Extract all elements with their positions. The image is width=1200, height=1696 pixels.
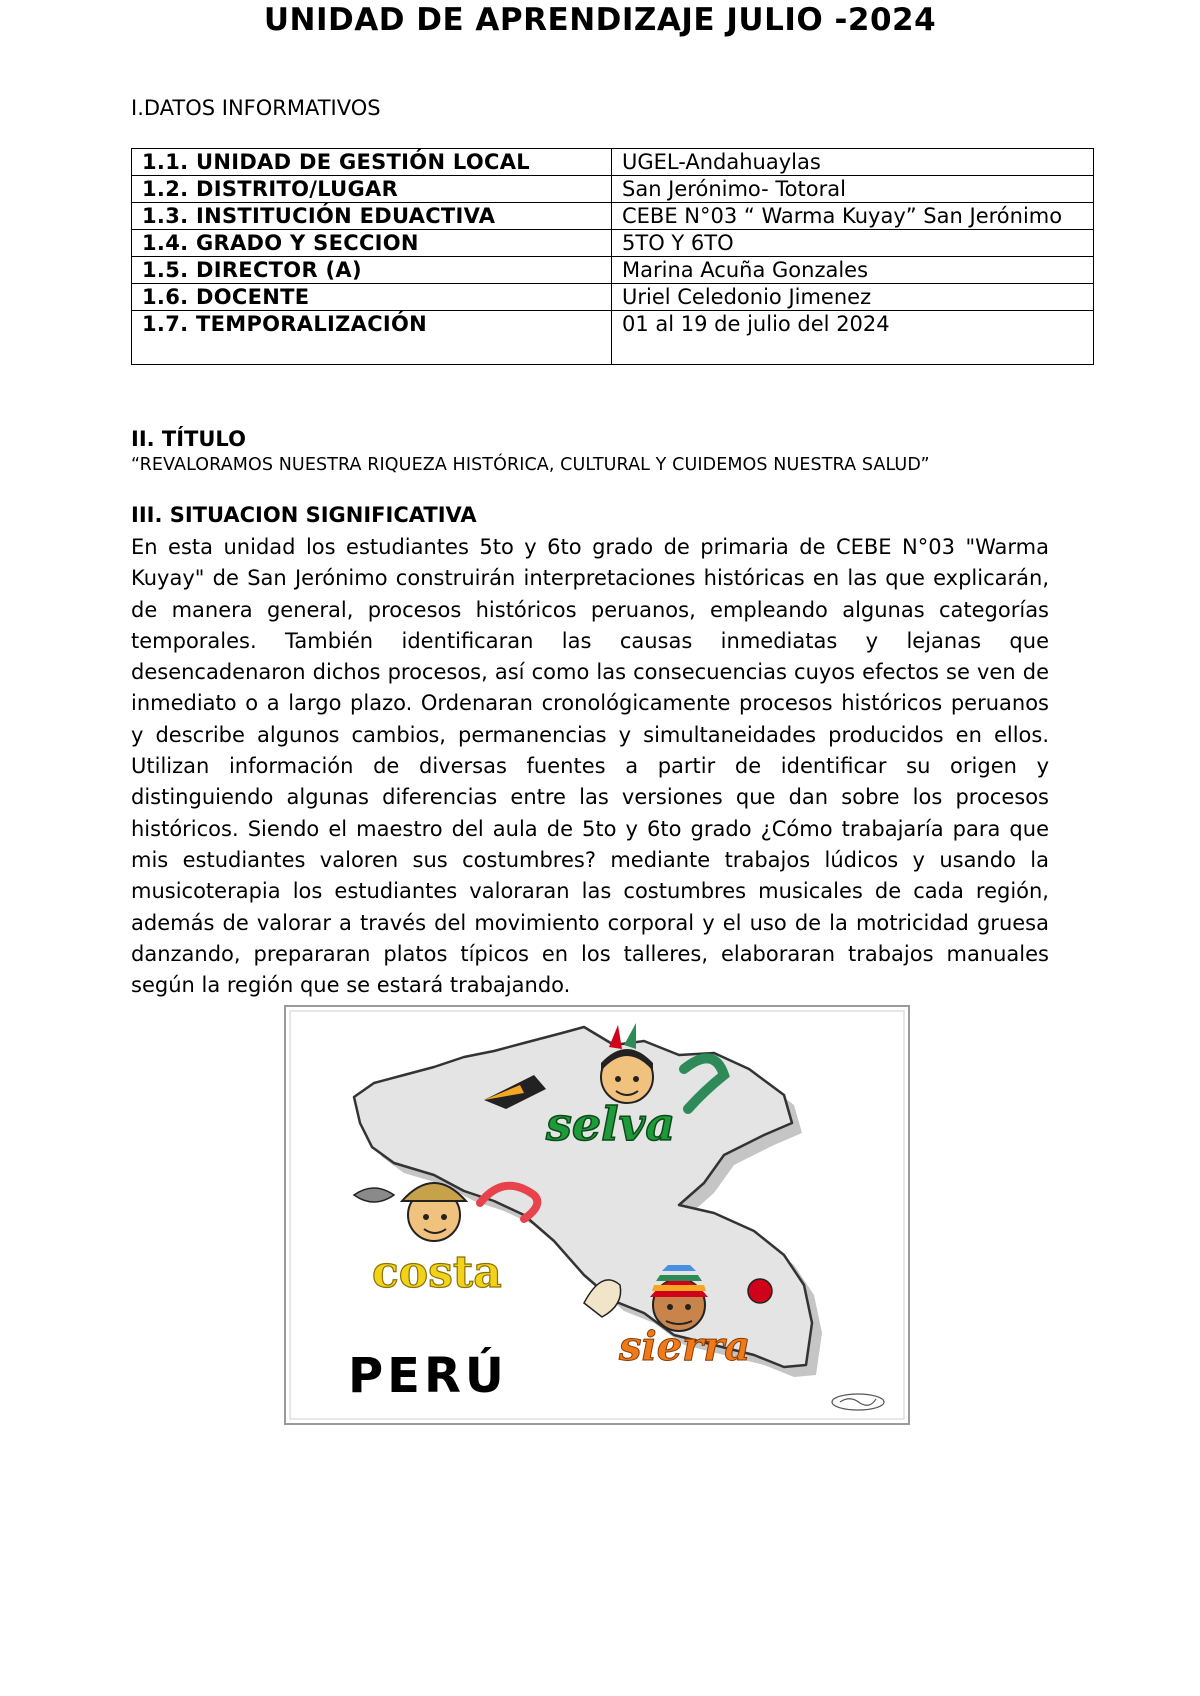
- table-row: [132, 284, 1094, 311]
- peru-regions-illustration: [284, 1005, 910, 1425]
- section-situacion-heading: III. SITUACION SIGNIFICATIVA: [131, 503, 477, 527]
- datos-value: CEBE N°03 “ Warma Kuyay” San Jerónimo: [612, 203, 1094, 230]
- datos-label: 1.3. INSTITUCIÓN EDUACTIVA: [132, 203, 612, 230]
- datos-value: UGEL-Andahuaylas: [612, 149, 1094, 176]
- table-row: [132, 149, 1094, 176]
- table-row: [132, 311, 1094, 365]
- label-costa: costa: [372, 1247, 502, 1298]
- datos-label: 1.7. TEMPORALIZACIÓN: [132, 311, 612, 365]
- datos-table: [131, 148, 1094, 365]
- table-row: [132, 176, 1094, 203]
- label-selva: selva: [546, 1097, 676, 1151]
- situation-paragraph: En esta unidad los estudiantes 5to y 6to grado de primaria de CEBE N°03 "Warma Kuyay" de San Jerónimo construirán interpretaciones históricas en las que explicarán, de manera general, procesos históricos peruanos, empleando algunas categorías temporales. También identificaran las causas inmediatas y lejanas que desencadenaron dichos procesos, así como las consecuencias cuyos efectos se ven de inmediato o a largo plazo. Ordenaran cronológicamente procesos históricos peruanos y describe algunos cambios, permanencias y simultaneidades producidos en ellos. Utilizan información de diversas fuentes a partir de identificar su origen y distinguiendo algunas diferencias entre las versiones que dan sobre los procesos históricos. Siendo el maestro del aula de 5to y 6to grado ¿Cómo trabajaría para que mis estudiantes valoren sus costumbres? mediante trabajos lúdicos y usando la musicoterapia los estudiantes valoraran las costumbres musicales de cada región, además de valorar a través del movimiento corporal y el uso de la motricidad gruesa danzando, prepararan platos típicos en los talleres, elaboraran trabajos manuales según la región que se estará trabajando.: [131, 535, 1049, 998]
- datos-value: 01 al 19 de julio del 2024: [612, 311, 1094, 365]
- section-datos-heading: I.DATOS INFORMATIVOS: [131, 96, 381, 120]
- table-row: [132, 257, 1094, 284]
- table-row: [132, 230, 1094, 257]
- datos-label: 1.4. GRADO Y SECCION: [132, 230, 612, 257]
- datos-label: 1.1. UNIDAD DE GESTIÓN LOCAL: [132, 149, 612, 176]
- datos-value: San Jerónimo- Totoral: [612, 176, 1094, 203]
- label-sierra: sierra: [619, 1323, 751, 1370]
- datos-value: Marina Acuña Gonzales: [612, 257, 1094, 284]
- datos-value: Uriel Celedonio Jimenez: [612, 284, 1094, 311]
- label-peru: PERÚ: [348, 1348, 508, 1404]
- section-titulo-heading: II. TÍTULO: [131, 427, 246, 451]
- table-row: [132, 203, 1094, 230]
- datos-label: 1.5. DIRECTOR (A): [132, 257, 612, 284]
- datos-value: 5TO Y 6TO: [612, 230, 1094, 257]
- datos-label: 1.6. DOCENTE: [132, 284, 612, 311]
- document-title: UNIDAD DE APRENDIZAJE JULIO -2024: [263, 2, 937, 38]
- unit-title: “REVALORAMOS NUESTRA RIQUEZA HISTÓRICA, CULTURAL Y CUIDEMOS NUESTRA SALUD”: [131, 455, 930, 475]
- datos-label: 1.2. DISTRITO/LUGAR: [132, 176, 612, 203]
- peru-map-graphic: [284, 1005, 910, 1425]
